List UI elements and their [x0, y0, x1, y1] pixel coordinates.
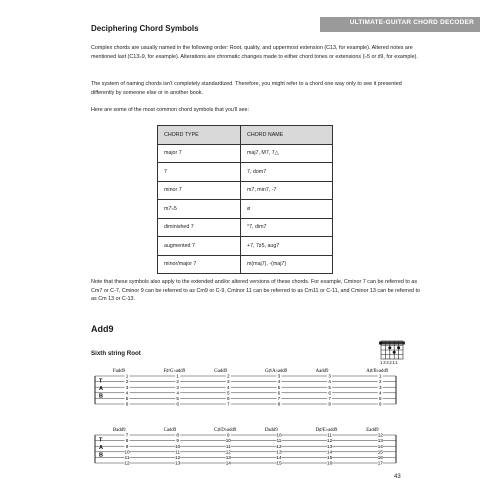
fret-number: 12: [377, 432, 383, 438]
fret-number: 1: [176, 373, 179, 379]
fret-number: 5: [378, 396, 382, 401]
fret-number: 10: [225, 438, 231, 444]
chord-type-cell: major 7: [158, 144, 241, 163]
lead-in-paragraph: Here are some of the most common chord symbols that you'll see:: [91, 107, 250, 113]
fret-number: 2: [378, 379, 382, 385]
fret-number: 9: [176, 438, 179, 444]
fret-number: 11: [327, 432, 333, 438]
fret-number: 13: [225, 455, 231, 460]
fret-number: 12: [327, 438, 333, 444]
fret-number: 7: [328, 396, 331, 401]
fret-number: 11: [124, 455, 130, 460]
sixth-string-root-subheading: Sixth string Root: [91, 350, 141, 357]
chord-name-cell: +7, 7♯5, aug7: [241, 237, 333, 256]
chord-name-label: Dadd9: [264, 428, 278, 433]
chord-name-cell: ø: [241, 200, 333, 219]
chord-name-label: Fadd9: [113, 369, 125, 374]
fret-number: 17: [377, 460, 383, 466]
fret-number: 7: [227, 401, 230, 407]
table-row: [158, 237, 333, 256]
fret-number: 13: [327, 443, 333, 449]
fret-number: 7: [125, 432, 129, 438]
fret-number: 6: [277, 390, 281, 396]
table-row: [158, 144, 333, 163]
fret-number: 3: [277, 373, 281, 379]
chord-symbol-table: [157, 125, 333, 274]
fret-number: 12: [175, 455, 181, 460]
chord-name-label: A♯/B♭add9: [366, 369, 389, 374]
chord-name-cell: °7, dim7: [241, 218, 333, 237]
fret-number: 9: [227, 432, 230, 438]
fret-number: 10: [276, 432, 282, 438]
tab-clef-letter: A: [99, 445, 103, 451]
fret-number: 14: [225, 460, 231, 466]
chord-fingering: 134211: [380, 360, 399, 365]
fret-number: 5: [227, 390, 230, 396]
chord-name-label: Aadd9: [315, 369, 329, 374]
fret-number: 3: [227, 379, 230, 385]
fret-number: 3: [328, 373, 331, 379]
fret-number: 4: [176, 390, 179, 396]
column-header-chord-type: CHORD TYPE: [158, 126, 241, 145]
chord-type-cell: 7: [158, 163, 241, 182]
fret-number: 5: [125, 396, 129, 401]
chord-name-label: Gadd9: [214, 369, 228, 374]
fret-number: 15: [327, 455, 333, 460]
intro-paragraph: Complex chords are usually named in the following order: Root, quality, and uppermost extension (C13, for example). Altered notes are mentioned last (C13♭9, for example). Alterations are chromatic changes made to either chord tones or extensions (♭5 or ♯9, for example).: [91, 45, 418, 60]
fret-number: 6: [378, 401, 382, 407]
chord-name-cell: m7, min7, -7: [241, 181, 333, 200]
chord-name-label: D♯/E♭add9: [315, 428, 338, 433]
tab-clef-letter: B: [99, 452, 103, 459]
fret-number: 12: [276, 443, 282, 449]
tab-clef-letter: B: [99, 393, 103, 400]
fret-number: 10: [124, 449, 130, 455]
fret-number: 3: [125, 384, 129, 390]
chord-type-cell: m7♭5: [158, 200, 241, 219]
chord-name-label: C♯/D♭add9: [214, 428, 237, 433]
chord-name-label: Eadd9: [366, 428, 379, 433]
fret-number: 12: [225, 449, 231, 455]
chord-name-cell: m(maj7), -(maj7): [241, 255, 333, 274]
fret-number: 1: [125, 373, 129, 379]
tab-clef-letter: A: [99, 386, 103, 392]
fret-number: 13: [377, 438, 383, 444]
fret-number: 6: [176, 401, 179, 407]
fret-number: 4: [227, 384, 230, 390]
fret-number: 4: [125, 390, 129, 396]
fret-number: 14: [377, 443, 383, 449]
fret-number: 7: [277, 396, 281, 401]
note-paragraph: Note that these symbols also apply to the extended and/or altered versions of these chords. For example, Cminor 7 can be referred to as Cm7 or C-7, Cminor 9 can be referred to as Cm9 or C-9, Cminor 11 can be referred to as Cm11 or C-11, and Cminor 13 can be referred to as Cm 13 or C-13.: [91, 279, 420, 303]
section-title: Deciphering Chord Symbols: [91, 24, 199, 33]
fret-number: 8: [328, 401, 331, 407]
running-header: [320, 17, 480, 32]
fret-number: 6: [227, 396, 230, 401]
book-title: ULTIMATE-GUITAR CHORD DECODER: [349, 19, 474, 26]
fret-number: 8: [176, 432, 179, 438]
fret-number: 11: [175, 449, 181, 455]
chord-name-label: G♯/A♭add9: [264, 369, 288, 374]
fret-number: 5: [277, 384, 281, 390]
fret-number: 16: [377, 455, 383, 460]
fret-number: 13: [276, 449, 282, 455]
chord-type-cell: minor 7: [158, 181, 241, 200]
chord-type-cell: augmented 7: [158, 237, 241, 256]
fret-number: 15: [377, 449, 383, 455]
table-header-row: [158, 126, 333, 145]
fret-number: 12: [124, 460, 130, 466]
fret-number: 3: [176, 384, 179, 390]
fret-number: 16: [327, 460, 333, 466]
fret-number: 14: [276, 455, 282, 460]
chord-type-cell: diminished 7: [158, 218, 241, 237]
table-row: [158, 218, 333, 237]
tab-staff-1: [93, 366, 398, 408]
tab-staff-2: [93, 425, 398, 467]
table-row: [158, 255, 333, 274]
page-number: 43: [394, 474, 401, 480]
fret-number: 5: [328, 384, 331, 390]
fret-number: 3: [378, 384, 382, 390]
table-row: [158, 181, 333, 200]
fret-number: 8: [125, 438, 129, 444]
fret-number: 6: [125, 401, 129, 407]
column-header-chord-name: CHORD NAME: [241, 126, 333, 145]
chord-name-cell: maj7, M7, 7△: [241, 144, 333, 163]
chord-name-label: Cadd9: [163, 428, 177, 433]
fret-number: 11: [225, 443, 231, 449]
fret-number: 9: [125, 443, 129, 449]
table-row: [158, 200, 333, 219]
fret-number: 13: [175, 460, 181, 466]
fret-number: 15: [276, 460, 282, 466]
fret-number: 14: [327, 449, 333, 455]
fret-number: 5: [176, 396, 179, 401]
chord-name-label: F♯/G♭add9: [163, 369, 186, 374]
tab-clef-letter: T: [99, 378, 103, 385]
fret-number: 4: [277, 379, 281, 385]
fret-number: 2: [227, 373, 230, 379]
chord-name-cell: 7, dom7: [241, 163, 333, 182]
tab-clef-letter: T: [99, 437, 103, 444]
fret-number: 2: [176, 379, 179, 385]
fret-number: 4: [328, 379, 331, 385]
fret-number: 2: [125, 379, 129, 385]
table-row: [158, 163, 333, 182]
fret-number: 1: [378, 373, 382, 379]
add9-heading: Add9: [91, 324, 114, 334]
fret-number: 11: [276, 438, 282, 444]
fret-number: 10: [175, 443, 181, 449]
chord-name-label: Badd9: [113, 428, 126, 433]
fret-number: 8: [277, 401, 281, 407]
fret-number: 4: [378, 390, 382, 396]
naming-paragraph: The system of naming chords isn't completely standardized. Therefore, you might refer to a chord one way only to see it presented differently by someone else or in another book.: [91, 81, 402, 96]
chord-type-cell: minor/major 7: [158, 255, 241, 274]
fret-number: 6: [328, 390, 331, 396]
